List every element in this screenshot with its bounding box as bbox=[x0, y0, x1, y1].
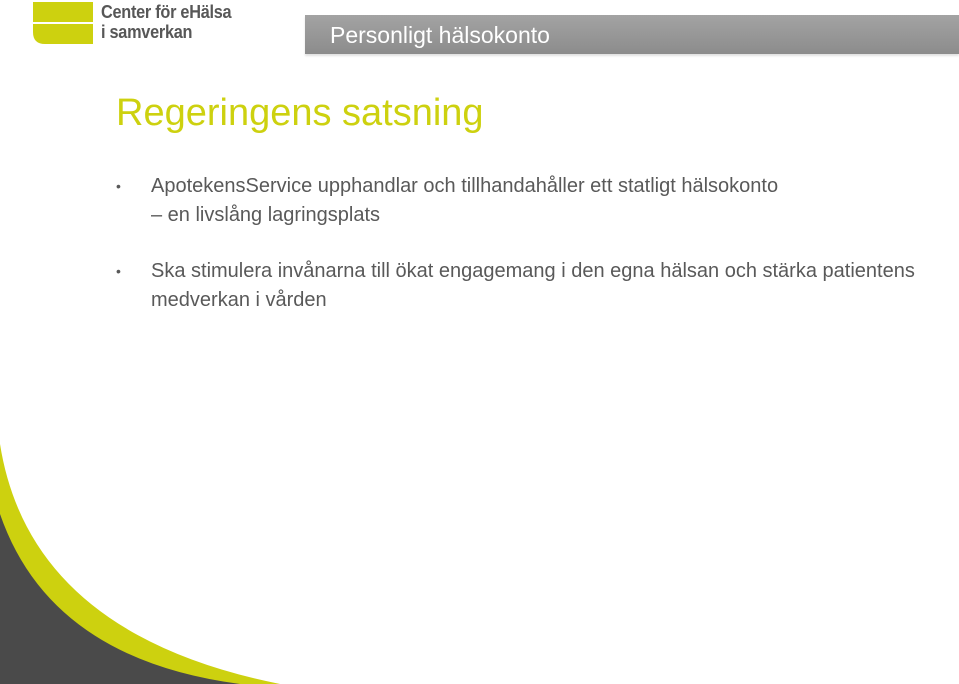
bullet-marker-icon: • bbox=[116, 263, 121, 279]
logo-line-1: Center för eHälsa bbox=[101, 1, 232, 22]
slide-title: Regeringens satsning bbox=[116, 92, 484, 134]
logo-mark-icon bbox=[33, 2, 93, 44]
corner-decoration bbox=[0, 444, 280, 684]
bullet-marker-icon: • bbox=[116, 178, 121, 194]
header-bar bbox=[305, 15, 959, 54]
bullet-item-2 bbox=[116, 257, 916, 315]
bullet-list bbox=[116, 172, 916, 342]
logo-line-2: i samverkan bbox=[101, 21, 193, 42]
bullet-item-1 bbox=[116, 172, 916, 230]
bullet-text-1: ApotekensService upphandlar och tillhandahåller ett statligt hälsokonto – en livslång lagringsplats bbox=[151, 175, 779, 226]
logo bbox=[33, 2, 263, 44]
header-title: Personligt hälsokonto bbox=[330, 22, 550, 48]
logo-text bbox=[101, 2, 231, 42]
bullet-text-2: Ska stimulera invånarna till ökat engagemang i den egna hälsan och stärka patientens medverkan i vården bbox=[151, 260, 915, 311]
